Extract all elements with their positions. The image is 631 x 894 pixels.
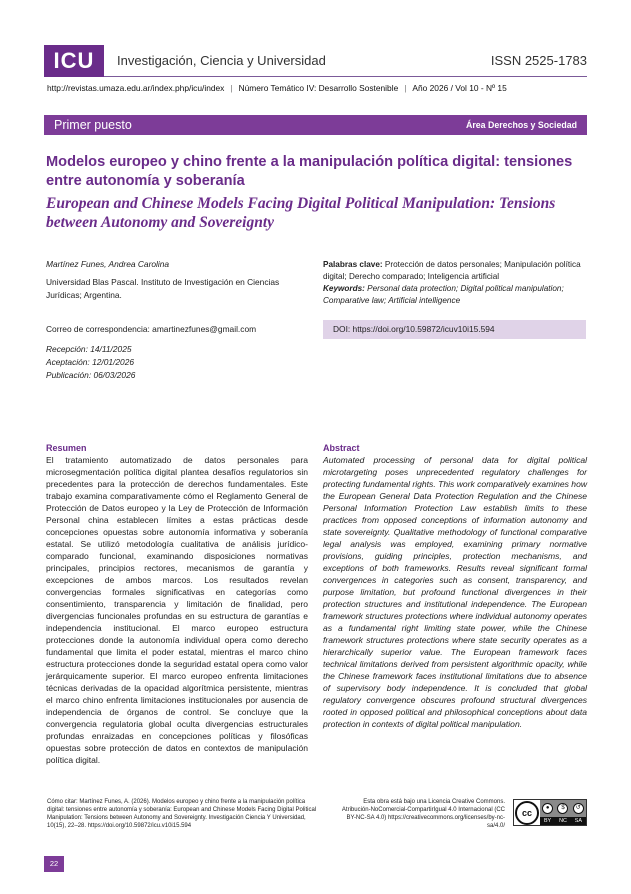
journal-url[interactable]: http://revistas.umaza.edu.ar/index.php/icu/index [47,83,225,93]
issn: ISSN 2525-1783 [490,53,587,68]
resumen-title: Resumen [46,443,87,453]
meta-line: http://revistas.umaza.edu.ar/index.php/icu/index | Número Temático IV: Desarrollo Sostenible | Año 2026 / Vol 10 - Nº 15 [47,83,507,93]
keywords-block [323,259,586,307]
abstract-title: Abstract [323,443,360,453]
cc-icon: cc [515,801,539,825]
keywords-es-text: Protección de datos personales; Manipulación política digital; Derecho comparado; Inteligencia artificial [323,260,581,281]
keywords-spanish [323,259,586,283]
section-band [44,115,587,135]
author-affiliation: Universidad Blas Pascal. Instituto de Investigación en Ciencias Jurídicas; Argentina. [46,277,280,300]
accepted-date: Aceptación: 12/01/2026 [46,357,135,368]
author-name: Martínez Funes, Andrea Carolina [46,259,170,269]
title-english: European and Chinese Models Facing Digital Political Manipulation: Tensions between Autonomy and Sovereignty [46,195,556,231]
page-number: 22 [44,856,64,872]
keywords-en-label: Keywords: [323,283,365,293]
citation-note: Cómo citar: Martínez Funes, A. (2026). Modelos europeo y chino frente a la manipulación política digital: tensiones entre autonomía y soberanía: European and Chinese Models Facing Digital Political Manipulation: Tensions between Autonomy and Sovereignty. Investigación Ciencia Y Universidad, 10(15), 22–28. https://doi.org/10.59872/icu.v10i15.594 [47,799,317,829]
cc-condition-labels [540,817,586,824]
doi-link[interactable]: DOI: https://doi.org/10.59872/icuv10i15.594 [323,320,586,339]
attribution-icon: ● [542,803,553,814]
abstract-body: Automated processing of personal data for digital political microtargeting poses unprecedented regulatory challenges for protecting fundamental rights. This work comparatively examines how the European General Data Protection Regulation and the Chinese Personal Information Protection Law establish limits to these practices from opposed conceptions of information autonomy and state sovereignty. Qualitative methodology of functional comparative legal analysis was employed, examining primary normative provisions, guiding principles, protection mechanisms, and exceptions of both frameworks. Results reveal significant formal convergences in categories such as consent, transparency, and purpose limitation, but profound functional divergences in their protection structures and institutional independence. The European framework structures protections where individual autonomy operates as a fundamental right limiting state power, while the Chinese framework structures protections where state security operates as a hierarchically superior value. The European framework faces technical limitations derived from persistent algorithmic opacity, while the Chinese framework faces institutional limitations due to absence of supervisory body independence. It is concluded that global regulatory convergence obscures profound structural divergences rooted in opposed political and philosophical conceptions about data protection in contexts of digital political manipulation. [323,454,587,729]
received-date: Recepción: 14/11/2025 [46,344,132,354]
keywords-english [323,283,586,307]
published-date: Publicación: 06/03/2026 [46,370,136,381]
article-dates [46,343,135,382]
cc-conditions [540,800,586,825]
noncommercial-icon: $ [557,803,568,814]
resumen-section [46,444,308,766]
cc-condition-icons [540,800,586,817]
area-label: Área Derechos y Sociedad [466,120,577,130]
sharealike-icon: ↺ [573,803,584,814]
cc-nc-label: NC [559,818,567,824]
issue-label: Número Temático IV: Desarrollo Sostenible [238,83,399,93]
license-note: Esta obra está bajo una Licencia Creative Commons. Atribución-NoComercial-CompartirIgual 4.0 Internacional (CC BY-NC-SA 4.0) https://creativecommons.org/licenses/by-nc-sa/4.0/ [341,799,505,829]
correspondence-email [46,323,256,336]
keywords-en-text: Personal data protection; Digital political manipulation; Comparative law; Artificial intelligence [323,283,564,305]
resumen-body: El tratamiento automatizado de datos personales para microsegmentación política digital plantea desafíos regulatorios sin precedentes para la protección de derechos fundamentales. Este trabajo examina comparativamente cómo el Reglamento General de Protección de Datos europeo y la Ley de Protección de Información Personal china establecen límites a estas prácticas desde concepciones opuestas sobre autonomía informativa y soberanía estatal. Se utilizó metodología cualitativa de análisis jurídico-comparado funcional, examinando disposiciones normativas principales, principios rectores, mecanismos de garantía y excepciones de ambos marcos. Los resultados revelan convergencias formales significativas en categorías como consentimiento, transparencia y limitación de finalidad, pero divergencias funcionales profundas en su estructura de garantías e independencia institucional. El marco europeo estructura protecciones donde la autonomía individual opera como derecho fundamental que limita el poder estatal, mientras el marco chino estructura protecciones donde la seguridad estatal opera como valor jerárquicamente superior. El marco europeo enfrenta limitaciones técnicas derivadas de la opacidad algorítmica persistente, mientras el marco chino enfrenta limitaciones institucionales por ausencia de independencia de órganos de control. Se concluye que la convergencia regulatoria global oculta divergencias estructurales profundas enraizadas en concepciones políticas y filosóficas opuestas sobre protección de datos en contextos de manipulación política digital. [46,454,308,765]
journal-logo: ICU [44,45,104,77]
keywords-es-label: Palabras clave: [323,260,383,269]
cc-license-badge[interactable] [513,799,587,826]
abstract-section [323,444,587,730]
cc-by-label: BY [543,818,552,824]
journal-name: Investigación, Ciencia y Universidad [117,53,326,68]
email-address[interactable]: amartinezfunes@gmail.com [152,324,257,334]
volume-label: Año 2026 / Vol 10 - Nº 15 [412,83,507,93]
journal-header [44,45,587,77]
title-spanish: Modelos europeo y chino frente a la manipulación política digital: tensiones entre autonomía y soberanía [46,154,573,189]
award-label: Primer puesto [54,118,132,132]
email-label: Correo de correspondencia: [46,324,150,334]
cc-sa-label: SA [574,818,582,824]
